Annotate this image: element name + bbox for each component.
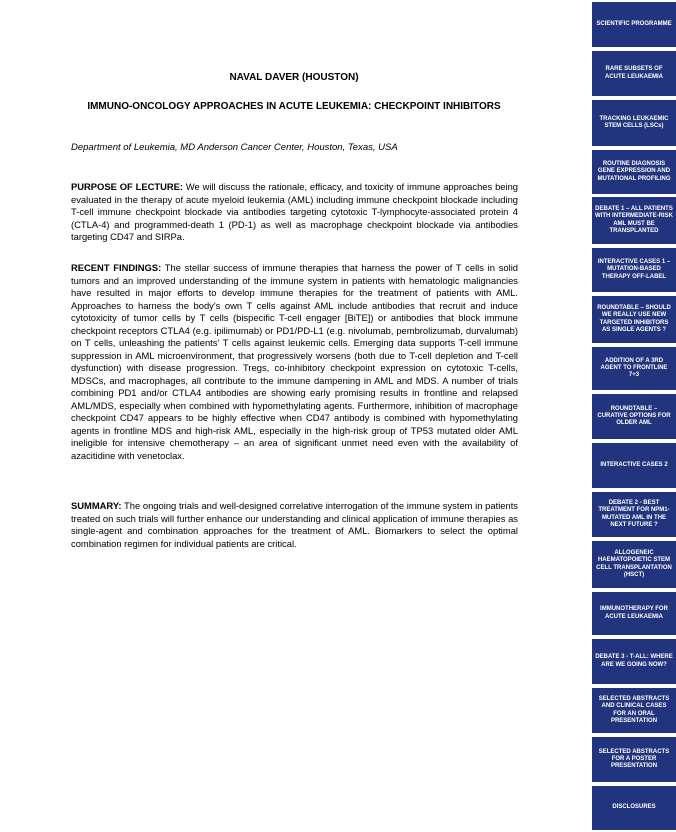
nav-item-debate-2[interactable] [592,492,676,537]
purpose-text: We will discuss the rationale, efficacy, and toxicity of immune approaches being evaluated in the therapy of acute myeloid leukemia (AML) including immune checkpoint blockade including T-cell immune checkpoint blockade via antibodies targeting cytotoxic T-lymphocyte-associated protein 4 (CTLA-4) and programmed-death 1 (PD-1) as well as macrophage checkpoint blockade via antibodies targeting CD47 and SIRPa. [71,181,519,242]
nav-item-label: ROUTINE DIAGNOSIS GENE EXPRESSION AND MUTATIONAL PROFILING [597,161,671,182]
nav-item-disclosures[interactable] [592,786,676,830]
nav-item-label: RARE SUBSETS OF ACUTE LEUKAEMIA [605,66,663,80]
nav-item-label: ROUNDTABLE – SHOULD WE REALLY USE NEW TARGETED INHIBITORS AS SINGLE AGENTS ? [597,305,671,333]
nav-item-roundtable-older-aml[interactable] [592,394,676,439]
nav-item-label: SELECTED ABSTRACTS FOR A POSTER PRESENTATION [598,748,670,770]
nav-item-label: SCIENTIFIC PROGRAMME [596,20,672,27]
nav-item-abstracts-oral[interactable] [592,688,676,733]
lecture-title: IMMUNO-ONCOLOGY APPROACHES IN ACUTE LEUKEMIA: CHECKPOINT INHIBITORS [87,101,501,112]
nav-item-third-agent[interactable] [592,347,676,390]
nav-item-label: ADDITION OF A 3RD AGENT TO FRONTLINE 7+3 [600,357,668,379]
nav-item-label: SELECTED ABSTRACTS AND CLINICAL CASES FOR AN ORAL PRESENTATION [598,696,670,724]
nav-item-immunotherapy[interactable] [592,592,676,635]
nav-item-label: DEBATE 2 - BEST TREATMENT FOR NPM1-MUTATED AML IN THE NEXT FUTURE ? [598,500,670,528]
nav-item-routine-diagnosis[interactable] [592,150,676,194]
nav-item-roundtable-inhibitors[interactable] [592,296,676,343]
nav-item-label: DEBATE 3 - T-ALL: WHERE ARE WE GOING NOW? [595,654,673,668]
nav-item-interactive-cases-2[interactable] [592,443,676,488]
purpose-heading: PURPOSE OF LECTURE: [71,181,183,192]
nav-item-label: DISCLOSURES [612,804,656,811]
nav-item-label: IMMUNOTHERAPY FOR ACUTE LEUKAEMIA [600,606,668,620]
nav-item-label: INTERACTIVE CASES 1 – MUTATION-BASED THERAPY OFF-LABEL [597,259,671,280]
findings-paragraph [71,262,518,462]
nav-item-tracking-lsc[interactable] [592,100,676,146]
sidebar-nav [592,0,676,832]
summary-paragraph [71,500,518,550]
nav-item-rare-subsets[interactable] [592,51,676,96]
summary-text: The ongoing trials and well-designed correlative interrogation of the immune system in patients treated on such trials will further enhance our understanding and clinical application of immune therapies as single-agent and combination approaches for the treatment of AML. Biomarkers to select the optimal combination regimen for individual patients are critical. [71,500,518,549]
nav-item-abstracts-poster[interactable] [592,737,676,782]
summary-heading: SUMMARY: [71,500,122,511]
nav-item-label: INTERACTIVE CASES 2 [600,461,668,468]
nav-item-hsct[interactable] [592,541,676,588]
nav-item-scientific-programme[interactable] [592,2,676,47]
findings-text: The stellar success of immune therapies that harness the power of T cells in solid tumors and an improved understanding of the immune system in patients with hematologic malignancies have resulted in major efforts to develop immune therapies for the treatment of patients with AML. Approaches to harness the body's own T cells against AML include antibodies that recruit and induce cytotoxicity of tumor cells by T cells (bispecific T-cell engager [BiTE]) or antibodies that block immune checkpoint receptors CTLA4 (e.g. ipilimumab) or PD1/PD-L1 (e.g. nivolumab, pembrolizumab, durvalumab) on T cells, unleashing the patients' T cells against leukemic cells. Emerging data supports T-cell immune suppression in AML microenvironment, that progressively worsens (both due to T-cell depletion and T-cell dysfunction) with disease progression. Tregs, co-inhibitory checkpoint expression on cytotoxic T-cells, MDSCs, and macrophages, all contribute to the immune dampening in AML and MDS. A number of trials combining PD1 and/or CTLA4 antibodies are showing early promising results in frontline and relapsed AML/MDS, especially when combined with hypomethylating agents. Furthermore, inhibition of macrophage checkpoint CD47 appears to be highly effective when CD47 antibody is combined with hypomethylating agents in frontline MDS and high-risk AML, especially in the high-risk group of TP53 mutated older AML ineligible for intensive chemotherapy – an area of significant unmet need even with the availability of azacitidine with venetoclax. [71,262,518,461]
nav-item-debate-3[interactable] [592,639,676,684]
nav-item-interactive-cases-1[interactable] [592,248,676,292]
nav-item-label: ALLOGENEIC HAEMATOPOIETIC STEM CELL TRANSPLANTATION (HSCT) [596,550,672,578]
nav-item-debate-1[interactable] [592,197,676,244]
nav-item-label: TRACKING LEUKAEMIC STEM CELLS (LSCs) [599,115,669,129]
affiliation: Department of Leukemia, MD Anderson Cancer Center, Houston, Texas, USA [71,142,398,153]
purpose-paragraph [71,181,518,244]
nav-item-label: ROUNDTABLE – CURATIVE OPTIONS FOR OLDER AML [597,405,671,427]
nav-item-label: DEBATE 1 – ALL PATIENTS WITH INTERMEDIATE-RISK AML MUST BE TRANSPLANTED [595,206,673,234]
author-heading: NAVAL DAVER (HOUSTON) [229,72,359,83]
findings-heading: RECENT FINDINGS: [71,262,162,273]
